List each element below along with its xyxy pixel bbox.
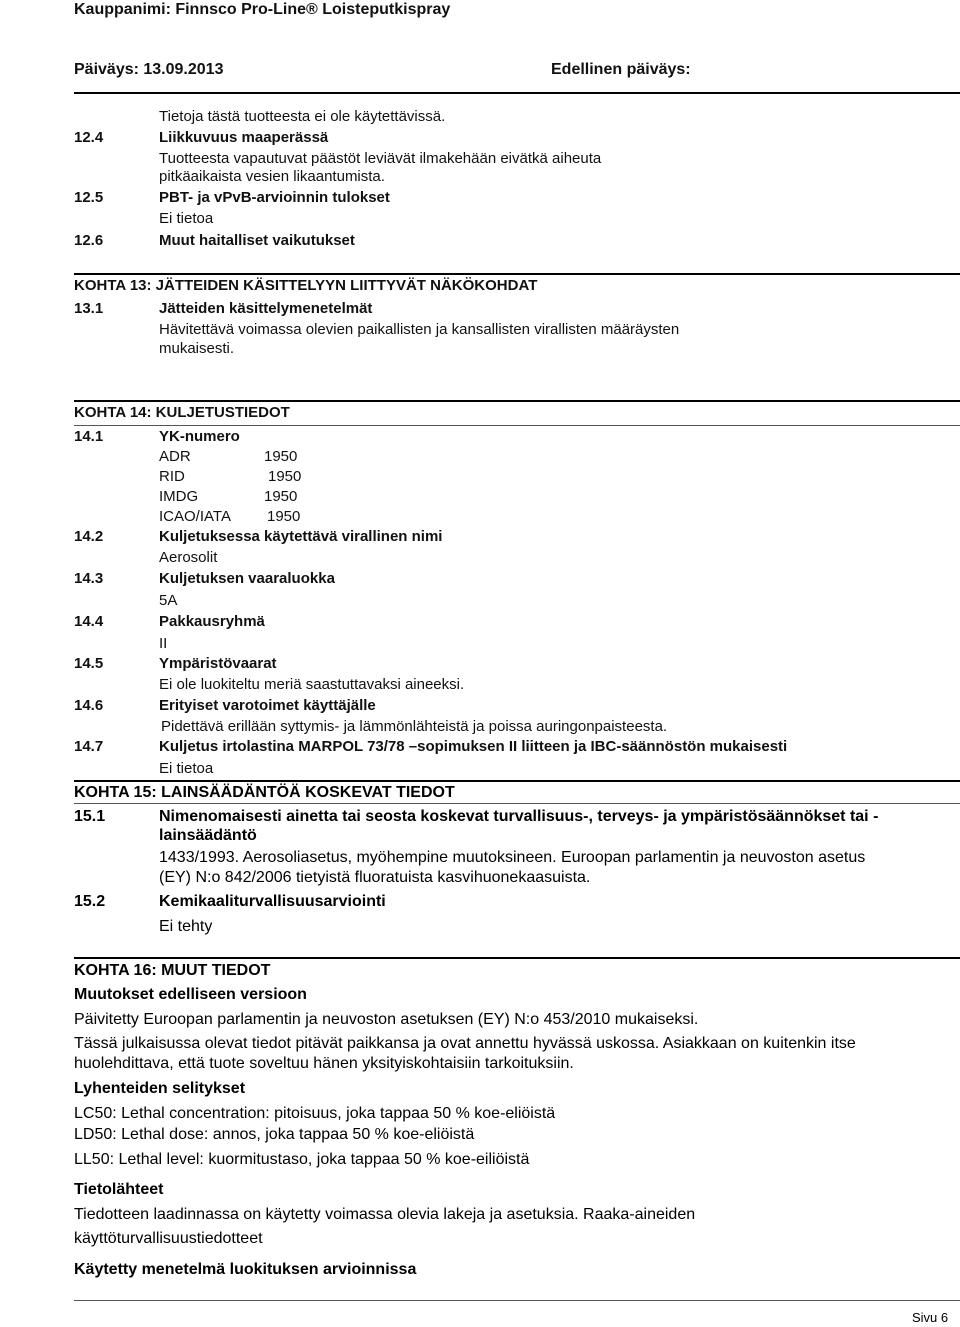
s16-divider <box>74 957 960 959</box>
s15-2-title: Kemikaaliturvallisuusarviointi <box>159 893 386 910</box>
s16-abbr-lc50: LC50: Lethal concentration: pitoisuus, joka tappaa 50 % koe-eliöistä <box>74 1105 556 1122</box>
s16-sources-line1: Tiedotteen laadinnassa on käytetty voimassa olevia lakeja ja asetuksia. Raaka-aineiden <box>74 1206 696 1223</box>
s12-4-body-line2: pitkäaikaista vesien likaantumista. <box>159 168 385 185</box>
un-value-imdg: 1950 <box>264 488 298 505</box>
s12-5-body: Ei tietoa <box>159 210 214 227</box>
s14-title-underline <box>74 425 960 426</box>
s14-7-title: Kuljetus irtolastina MARPOL 73/78 –sopimuksen II liitteen ja IBC-säännöstön mukaisesti <box>159 738 788 755</box>
s15-1-body-line2: (EY) N:o 842/2006 tietyistä fluoratuista kasvihuonekaasuista. <box>159 869 591 886</box>
s12-4-body-line1: Tuotteesta vapautuvat päästöt leviävät ilmakehään eivätkä aiheuta <box>159 150 602 167</box>
previous-date: Edellinen päiväys: <box>551 61 691 78</box>
un-label-adr: ADR <box>159 448 191 465</box>
s14-6-title: Erityiset varotoimet käyttäjälle <box>159 697 376 714</box>
s14-1-title: YK-numero <box>159 428 240 445</box>
s15-title-underline <box>74 803 960 804</box>
s16-abbr-heading: Lyhenteiden selitykset <box>74 1080 246 1097</box>
s13-1-number: 13.1 <box>74 300 104 317</box>
s16-sources-line2: käyttöturvallisuustiedotteet <box>74 1230 263 1247</box>
s13-title: KOHTA 13: JÄTTEIDEN KÄSITTELYYN LIITTYVÄT NÄKÖKOHDAT <box>74 277 538 294</box>
s14-5-title: Ympäristövaarat <box>159 655 277 672</box>
page-number: Sivu 6 <box>912 1310 949 1325</box>
s13-1-body-line1: Hävitettävä voimassa olevien paikallisten ja kansallisten virallisten määräysten <box>159 321 680 338</box>
s14-3-title: Kuljetuksen vaaraluokka <box>159 570 335 587</box>
product-name: Kauppanimi: Finnsco Pro-Line® Loisteputkispray <box>74 1 451 18</box>
s13-1-title: Jätteiden käsittelymenetelmät <box>159 300 373 317</box>
document-date: Päiväys: 13.09.2013 <box>74 61 224 78</box>
s13-divider <box>74 273 960 275</box>
s14-3-body: 5A <box>159 592 178 609</box>
s12-4-title: Liikkuvuus maaperässä <box>159 129 329 146</box>
s16-abbr-ll50: LL50: Lethal level: kuormitustaso, joka tappaa 50 % koe-eiliöistä <box>74 1151 530 1168</box>
s15-1-number: 15.1 <box>74 808 106 825</box>
s14-7-number: 14.7 <box>74 738 104 755</box>
s16-sources-heading: Tietolähteet <box>74 1181 164 1198</box>
s12-4-number: 12.4 <box>74 129 104 146</box>
s15-1-title-line1: Nimenomaisesti ainetta tai seosta koskevat turvallisuus-, terveys- ja ympäristösäännökset tai - <box>159 808 879 825</box>
s14-title: KOHTA 14: KULJETUSTIEDOT <box>74 404 290 421</box>
s15-1-body-line1: 1433/1993. Aerosoliasetus, myöhempine muutoksineen. Euroopan parlamentin ja neuvoston asetus <box>159 849 866 866</box>
un-value-icao: 1950 <box>267 508 301 525</box>
s15-1-title-line2: lainsäädäntö <box>159 827 257 844</box>
s14-1-number: 14.1 <box>74 428 104 445</box>
s14-6-body: Pidettävä erillään syttymis- ja lämmönlähteistä ja poissa auringonpaisteesta. <box>161 718 668 735</box>
s14-4-number: 14.4 <box>74 613 104 630</box>
un-label-icao: ICAO/IATA <box>159 508 231 525</box>
footer-divider <box>74 1300 960 1301</box>
s16-disclaimer-line2: huolehdittava, että tuote soveltuu hänen yksityiskohtaisiin tarkoituksiin. <box>74 1055 574 1072</box>
s14-3-number: 14.3 <box>74 570 104 587</box>
s14-6-number: 14.6 <box>74 697 104 714</box>
s15-divider <box>74 780 960 782</box>
s14-2-body: Aerosolit <box>159 549 218 566</box>
s16-method-heading: Käytetty menetelmä luokituksen arvioinnissa <box>74 1261 417 1278</box>
s16-abbr-ld50: LD50: Lethal dose: annos, joka tappaa 50 % koe-eliöistä <box>74 1126 475 1143</box>
s16-changes-text: Päivitetty Euroopan parlamentin ja neuvoston asetuksen (EY) N:o 453/2010 mukaiseksi. <box>74 1011 699 1028</box>
s14-2-title: Kuljetuksessa käytettävä virallinen nimi <box>159 528 443 545</box>
header-divider <box>74 92 960 94</box>
s15-2-number: 15.2 <box>74 893 106 910</box>
un-label-rid: RID <box>159 468 185 485</box>
un-label-imdg: IMDG <box>159 488 199 505</box>
un-value-rid: 1950 <box>268 468 302 485</box>
un-value-adr: 1950 <box>264 448 298 465</box>
s12-6-title: Muut haitalliset vaikutukset <box>159 232 355 249</box>
s14-5-body: Ei ole luokiteltu meriä saastuttavaksi aineeksi. <box>159 676 465 693</box>
s12-intro: Tietoja tästä tuotteesta ei ole käytettävissä. <box>159 108 446 125</box>
s16-changes-heading: Muutokset edelliseen versioon <box>74 986 307 1003</box>
s16-disclaimer-line1: Tässä julkaisussa olevat tiedot pitävät paikkansa ja ovat annettu hyvässä uskossa. Asiakkaan on kuitenkin itse <box>74 1035 856 1052</box>
s15-2-body: Ei tehty <box>159 918 213 935</box>
s13-1-body-line2: mukaisesti. <box>159 340 235 357</box>
s16-title: KOHTA 16: MUUT TIEDOT <box>74 962 271 979</box>
s12-6-number: 12.6 <box>74 232 104 249</box>
s14-4-title: Pakkausryhmä <box>159 613 265 630</box>
s14-5-number: 14.5 <box>74 655 104 672</box>
s14-4-body: II <box>159 635 168 652</box>
s15-title: KOHTA 15: LAINSÄÄDÄNTÖÄ KOSKEVAT TIEDOT <box>74 784 455 801</box>
s14-2-number: 14.2 <box>74 528 104 545</box>
s14-divider <box>74 400 960 402</box>
s12-5-number: 12.5 <box>74 189 104 206</box>
s12-5-title: PBT- ja vPvB-arvioinnin tulokset <box>159 189 390 206</box>
s14-7-body: Ei tietoa <box>159 760 214 777</box>
